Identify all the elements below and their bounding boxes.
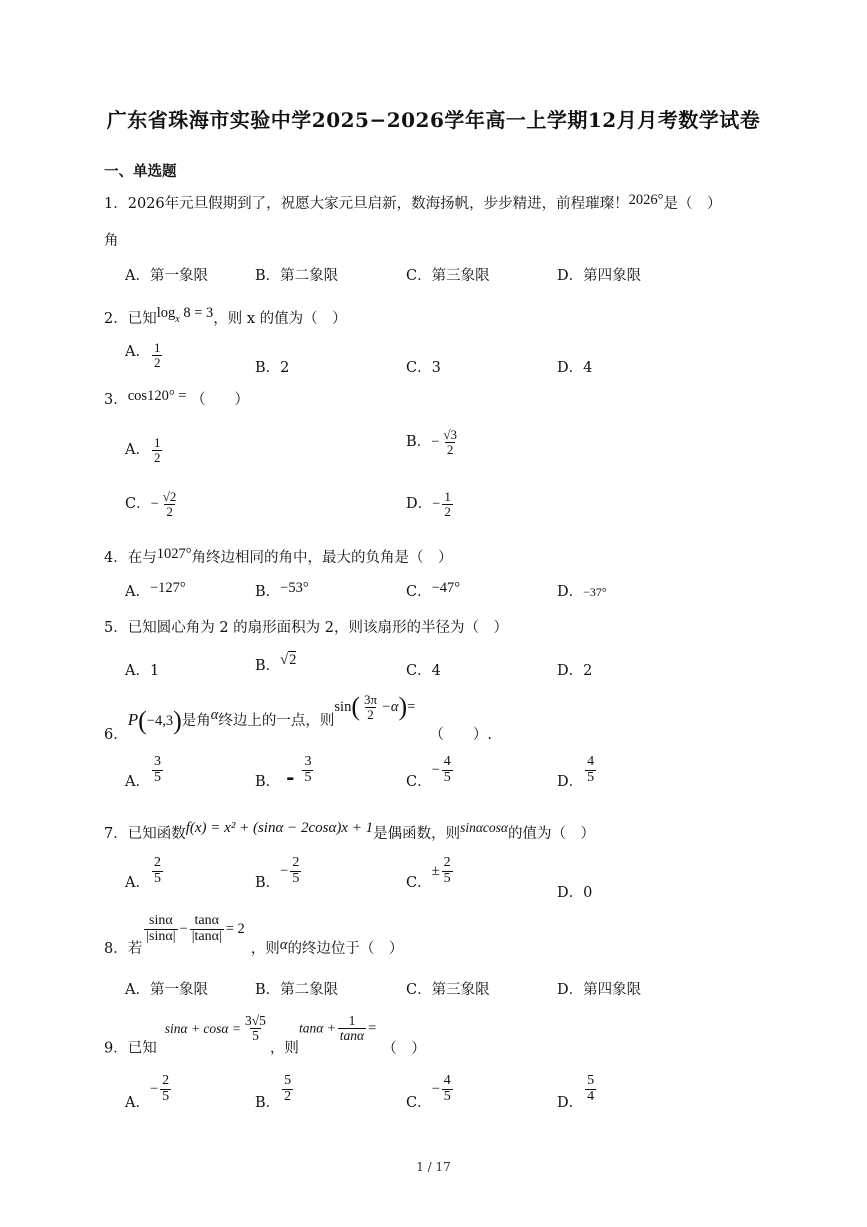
minus-alpha: −α <box>381 699 399 715</box>
option-c[interactable] <box>406 1074 455 1112</box>
denominator: 5 <box>443 870 451 886</box>
option-label: C． <box>406 875 432 892</box>
math-expr: 1027° <box>156 546 192 562</box>
question-4 <box>104 546 453 567</box>
question-number: 6． <box>104 727 128 743</box>
sign: - <box>286 765 295 790</box>
option-value: −47° <box>431 580 461 596</box>
denominator: 5 <box>304 769 312 785</box>
denominator: 2 <box>166 503 173 519</box>
fraction <box>362 693 379 721</box>
fraction <box>302 755 313 785</box>
option-label: C． <box>406 584 432 600</box>
fraction <box>161 490 179 518</box>
option-b[interactable] <box>255 755 315 791</box>
fraction <box>338 1014 366 1043</box>
denominator: 5 <box>443 769 451 785</box>
question-7 <box>104 816 596 842</box>
sign: − <box>431 762 440 779</box>
sign: ± <box>431 863 440 880</box>
option-b[interactable]: B．第二象限 <box>255 982 339 998</box>
option-b[interactable] <box>255 856 303 892</box>
numerator: 4 <box>443 1073 451 1088</box>
option-d[interactable]: D．0 <box>557 885 593 901</box>
question-text: 已知函数 <box>127 826 186 842</box>
option-label: D． <box>557 1095 584 1112</box>
numerator: 1 <box>153 340 161 355</box>
sign: − <box>149 1081 159 1098</box>
option-label: A． <box>125 584 150 600</box>
paren-right: ) <box>173 706 182 735</box>
option-label: B． <box>255 774 281 791</box>
option-label: A． <box>125 1095 150 1112</box>
math-log-base: x <box>175 314 180 325</box>
question-tail: （ ） <box>382 1040 426 1057</box>
option-c[interactable]: C．第三象限 <box>406 268 490 284</box>
option-b[interactable] <box>255 1074 295 1112</box>
option-c[interactable]: C．3 <box>406 360 441 376</box>
option-a[interactable] <box>125 1074 173 1112</box>
option-label: B． <box>255 875 281 892</box>
option-label: C． <box>406 1095 432 1112</box>
numerator: 3π <box>364 691 378 707</box>
point-label: P <box>127 710 139 729</box>
option-a[interactable] <box>125 755 165 791</box>
question-tail: ，则 x 的值为（ ） <box>213 311 347 327</box>
fraction <box>585 755 596 785</box>
fraction <box>144 914 177 944</box>
sign: − <box>431 1081 440 1098</box>
sqrt-symbol: √ <box>280 652 289 668</box>
page-number: 1 / 17 <box>416 1160 451 1174</box>
question-text: 终边上的一点，则 <box>218 713 335 729</box>
question-number: 8． <box>104 941 128 958</box>
option-c[interactable] <box>406 755 455 791</box>
question-text: 若 <box>127 941 143 958</box>
question-number: 4． <box>104 550 128 566</box>
option-a[interactable] <box>125 436 164 464</box>
denominator: 5 <box>443 1088 451 1104</box>
denominator: 2 <box>446 441 454 457</box>
option-d[interactable]: D．4 <box>557 360 593 376</box>
sign: − <box>432 496 441 513</box>
equals: = <box>407 699 416 715</box>
option-label: A． <box>125 344 150 360</box>
paren-right: ) <box>398 692 408 721</box>
minus: − <box>179 921 188 938</box>
option-value: −127° <box>149 580 186 596</box>
option-d[interactable] <box>557 580 607 601</box>
question-text: ，则 <box>250 941 280 958</box>
question-tail: （ ）. <box>429 727 492 743</box>
question-5 <box>104 616 508 637</box>
question-tail: 是（ ） <box>663 196 722 212</box>
option-b[interactable]: B．第二象限 <box>255 268 339 284</box>
option-label: A． <box>125 774 150 791</box>
denominator: 2 <box>284 1088 292 1104</box>
option-d[interactable] <box>557 1074 598 1112</box>
option-a[interactable]: A．1 <box>125 663 160 679</box>
numerator: 2 <box>443 855 451 870</box>
numerator: 3√5 <box>245 1013 266 1028</box>
option-d[interactable] <box>557 755 598 791</box>
question-6 <box>104 691 492 746</box>
equals: = 2 <box>225 921 245 938</box>
fraction <box>152 341 163 369</box>
numerator: 5 <box>284 1073 292 1088</box>
fraction <box>442 856 453 886</box>
math-lhs: sinα + cosα = <box>164 1020 242 1036</box>
denominator: 5 <box>153 769 161 785</box>
option-value: −37° <box>583 585 607 599</box>
option-d[interactable]: D．第四象限 <box>557 268 642 284</box>
question-text: 是角 <box>181 713 211 729</box>
option-label: D． <box>406 496 433 513</box>
fraction <box>442 490 453 518</box>
numerator: tanα <box>194 913 219 928</box>
question-3 <box>104 388 249 409</box>
option-label: B． <box>406 434 432 451</box>
numerator: √2 <box>162 489 177 504</box>
numerator: 3 <box>304 754 312 769</box>
question-1-line2: 角 <box>104 233 119 249</box>
option-a[interactable]: A．第一象限 <box>125 982 208 998</box>
option-b[interactable] <box>255 652 296 675</box>
fraction <box>160 1074 171 1104</box>
question-number: 1． <box>104 196 128 212</box>
numerator: 1 <box>444 489 451 504</box>
option-a[interactable]: A．第一象限 <box>125 268 208 284</box>
denominator: 2 <box>153 449 161 465</box>
fraction <box>152 436 163 464</box>
fraction <box>290 856 301 886</box>
numerator: 2 <box>153 855 161 870</box>
question-1 <box>104 192 721 213</box>
numerator: √3 <box>443 427 457 442</box>
fraction <box>441 428 459 456</box>
page-title: 广东省珠海市实验中学2025−2026学年高一上学期12月月考数学试卷 <box>106 108 761 132</box>
question-text: 是偶函数，则 <box>373 826 461 842</box>
denominator: |sinα| <box>146 928 176 944</box>
question-9 <box>104 1014 426 1058</box>
option-value: −53° <box>280 580 309 596</box>
sign: − <box>431 434 440 451</box>
option-label: B． <box>255 1095 281 1112</box>
question-number: 9． <box>104 1040 128 1057</box>
fraction <box>442 1074 453 1104</box>
option-c[interactable]: C．第三象限 <box>406 982 490 998</box>
question-2 <box>104 305 347 328</box>
question-text: 2026年元旦假期到了，祝愿大家元旦启新，数海扬帆，步步精进，前程璀璨！ <box>127 196 629 212</box>
denominator: 2 <box>367 706 374 722</box>
fraction <box>243 1014 268 1043</box>
question-tail: 的终边位于（ ） <box>287 941 404 958</box>
option-a[interactable] <box>125 340 164 369</box>
math-expr: 2026° <box>628 192 664 208</box>
denominator: |tanα| <box>191 928 222 944</box>
numerator: sinα <box>149 913 173 928</box>
sign: − <box>150 496 159 513</box>
question-text: 已知 <box>127 1040 157 1057</box>
question-text: 已知 <box>127 311 157 327</box>
question-tail: 角终边相同的角中，最大的负角是（ ） <box>191 550 453 566</box>
denominator: 5 <box>252 1028 259 1044</box>
option-d[interactable]: D．2 <box>557 663 593 679</box>
option-label: C． <box>406 774 432 791</box>
numerator: 2 <box>162 1073 170 1088</box>
question-tail: 的值为（ ） <box>508 826 596 842</box>
option-label: D． <box>557 774 584 791</box>
math-expr: cos120° = <box>127 388 187 404</box>
option-b[interactable]: B．2 <box>255 360 290 376</box>
denominator: 5 <box>153 870 161 886</box>
question-text: 在与 <box>127 550 157 566</box>
option-label: C． <box>125 496 151 513</box>
denominator: 5 <box>292 870 300 886</box>
option-d[interactable] <box>406 490 455 518</box>
math-expr: sinαcosα <box>460 820 509 835</box>
option-label: A． <box>125 442 150 459</box>
numerator: 1 <box>153 435 161 450</box>
denominator: 2 <box>153 354 161 370</box>
denominator: 5 <box>162 1088 170 1104</box>
option-c[interactable] <box>125 490 180 518</box>
paren-left: ( <box>138 706 147 735</box>
option-label: B． <box>255 658 281 674</box>
sin-fn: sin <box>334 699 352 715</box>
denominator: 5 <box>587 769 595 785</box>
question-number: 2． <box>104 311 128 327</box>
denominator: 2 <box>444 503 451 519</box>
option-label: A． <box>125 875 150 892</box>
numerator: 4 <box>587 754 595 769</box>
alpha-symbol: α <box>279 937 288 954</box>
numerator: 2 <box>292 855 300 870</box>
fraction <box>152 856 163 886</box>
question-number: 3． <box>104 392 128 408</box>
fraction <box>442 755 453 785</box>
fraction <box>282 1074 293 1104</box>
fraction <box>585 1074 596 1104</box>
option-a[interactable] <box>125 580 186 601</box>
fraction <box>190 914 224 944</box>
radicand: 2 <box>289 652 297 668</box>
question-text: 已知圆心角为 2 的扇形面积为 2，则该扇形的半径为（ ） <box>127 620 509 636</box>
denominator: tanα <box>339 1028 365 1044</box>
sign: − <box>280 863 289 880</box>
question-number: 7． <box>104 826 128 842</box>
alpha-symbol: α <box>210 707 219 723</box>
option-b[interactable] <box>406 428 461 456</box>
numerator: 5 <box>587 1073 595 1088</box>
option-label: B． <box>255 584 281 600</box>
option-c[interactable] <box>406 856 455 892</box>
denominator: 4 <box>587 1088 595 1104</box>
equals: = <box>368 1020 377 1037</box>
question-tail: （ ） <box>191 392 250 408</box>
numerator: 3 <box>153 754 161 769</box>
numerator: 4 <box>443 754 451 769</box>
numerator: 1 <box>348 1013 356 1028</box>
option-d[interactable]: D．第四象限 <box>557 982 642 998</box>
option-c[interactable]: C．4 <box>406 663 441 679</box>
section-heading: 一、单选题 <box>104 163 177 180</box>
function-expr: f(x) = x² + (sinα − 2cosα)x + 1 <box>185 820 374 836</box>
question-text: ，则 <box>269 1040 299 1057</box>
option-c[interactable] <box>406 580 460 601</box>
paren-left: ( <box>351 692 360 721</box>
option-a[interactable] <box>125 856 165 892</box>
question-8 <box>104 914 403 958</box>
math-log-rhs: 8 = 3 <box>179 305 214 321</box>
question-number: 5． <box>104 620 128 636</box>
option-label: D． <box>557 584 584 600</box>
math-log: log <box>156 305 176 321</box>
fraction <box>152 755 163 785</box>
option-b[interactable] <box>255 580 309 601</box>
math-expr: tanα + <box>298 1020 336 1036</box>
point-coords: −4,3 <box>146 713 174 729</box>
